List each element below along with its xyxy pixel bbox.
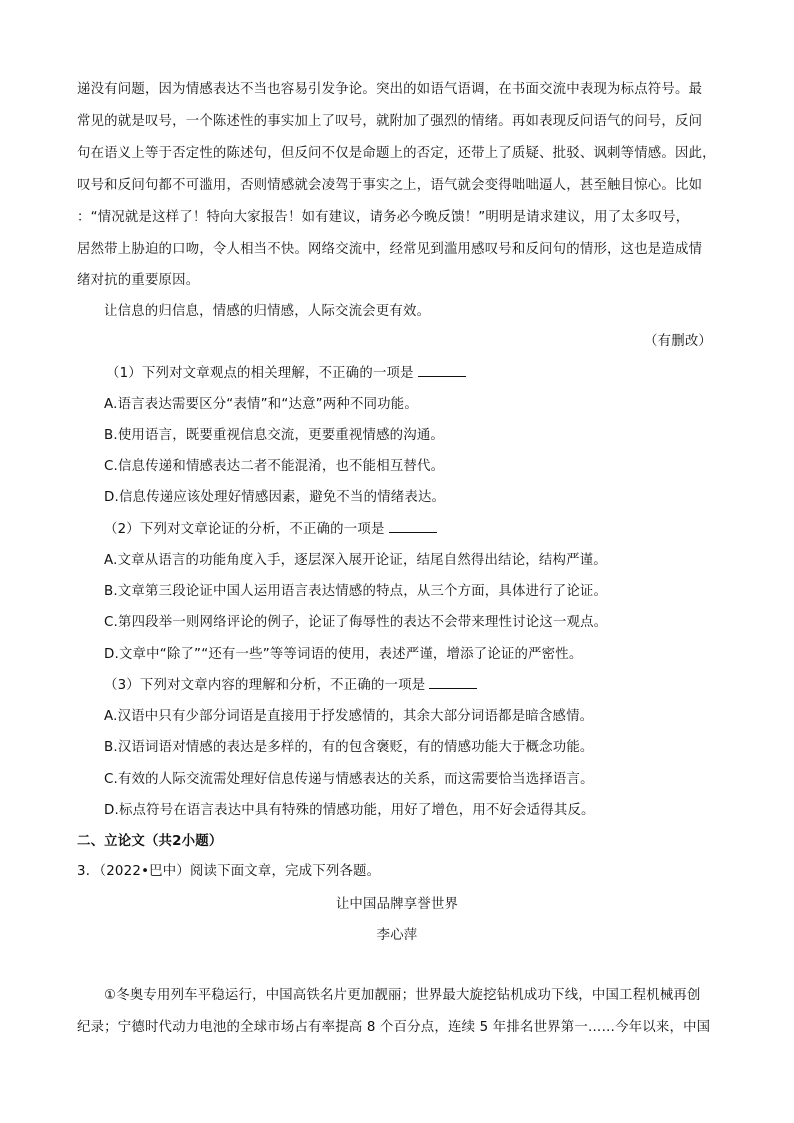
paragraph-line: ①冬奥专用列车平稳运行，中国高铁名片更加靓丽；世界最大旋挖钻机成功下线，中国工程机械再创: [104, 988, 701, 1003]
article-title: 让中国品牌享誉世界: [335, 897, 459, 912]
question-intro: 3．（2022•巴中）阅读下面文章，完成下列各题。: [77, 864, 381, 879]
question-stem-2: [104, 520, 744, 540]
article-author: 李心萍: [376, 928, 418, 943]
question-stem-text: （3）下列对文章内容的理解和分析，不正确的一项是: [104, 678, 426, 693]
option-d: D.文章中“除了”“还有一些”等等词语的使用，表述严谨，增添了论证的严密性。: [104, 647, 583, 662]
answer-blank[interactable]: [389, 520, 437, 533]
answer-blank[interactable]: [429, 676, 477, 689]
paragraph-line: 叹号和反问句都不可滥用，否则情感就会凌驾于事实之上，语气就会变得咄咄逼人，甚至触目惊心。比如: [77, 178, 703, 193]
option-c: C.有效的人际交流需处理好信息传递与情感表达的关系，而这需要恰当选择语言。: [104, 772, 594, 787]
paragraph-line: 纪录；宁德时代动力电池的全球市场占有率提高 8 个百分点，连续 5 年排名世界第一……今年以来，中国: [77, 1020, 711, 1035]
option-d: D.标点符号在语言表达中具有特殊的情感功能，用好了增色，用不好会适得其反。: [104, 803, 595, 818]
option-d: D.信息传递应该处理好情感因素，避免不当的情绪表达。: [104, 490, 446, 505]
answer-blank[interactable]: [418, 364, 466, 377]
paragraph-line: ：“情况就是这样了！特向大家报告！如有建议，请务必今晚反馈！”明明是请求建议，用了太多叹号，: [77, 210, 690, 225]
source-note: （有删改）: [644, 334, 712, 349]
option-a: A.语言表达需要区分“表情”和“达意”两种不同功能。: [104, 397, 418, 412]
option-b: B.文章第三段论证中国人运用语言表达情感的特点，从三个方面，具体进行了论证。: [104, 584, 608, 599]
option-c: C.第四段举一则网络评论的例子，论证了侮辱性的表达不会带来理性讨论这一观点。: [104, 615, 608, 630]
option-b: B.汉语词语对情感的表达是多样的，有的包含褒贬，有的情感功能大于概念功能。: [104, 740, 594, 755]
option-b: B.使用语言，既要重视信息交流，更要重视情感的沟通。: [104, 428, 445, 443]
section-heading: 二、立论文（共2小题）: [77, 834, 223, 849]
paragraph-line: 居然带上胁迫的口吻，令人相当不快。网络交流中，经常见到滥用感叹号和反问句的情形，这也是造成情: [77, 242, 703, 257]
option-a: A.汉语中只有少部分词语是直接用于抒发感情的，其余大部分词语都是暗含感情。: [104, 709, 594, 724]
option-a: A.文章从语言的功能角度入手，逐层深入展开论证，结尾自然得出结论，结构严谨。: [104, 553, 607, 568]
question-stem-3: [104, 676, 744, 696]
paragraph-line: 让信息的归信息，情感的归情感，人际交流会更有效。: [104, 304, 431, 319]
question-stem-1: [106, 364, 746, 384]
question-stem-text: （2）下列对文章论证的分析，不正确的一项是: [104, 522, 385, 537]
paragraph-line: 递没有问题，因为情感表达不当也容易引发争论。突出的如语气语调，在书面交流中表现为标点符号。最: [77, 82, 703, 97]
paragraph-line: 常见的就是叹号，一个陈述性的事实加上了叹号，就附加了强烈的情绪。再如表现反问语气的问号，反问: [77, 114, 703, 129]
paragraph-line: 句在语义上等于否定性的陈述句，但反问不仅是命题上的否定，还带上了质疑、批驳、讽刺等情感。因此，: [77, 146, 716, 161]
paragraph-line: 绪对抗的重要原因。: [77, 273, 200, 288]
question-stem-text: （1）下列对文章观点的相关理解，不正确的一项是: [106, 366, 414, 381]
option-c: C.信息传递和情感表达二者不能混淆，也不能相互替代。: [104, 459, 445, 474]
